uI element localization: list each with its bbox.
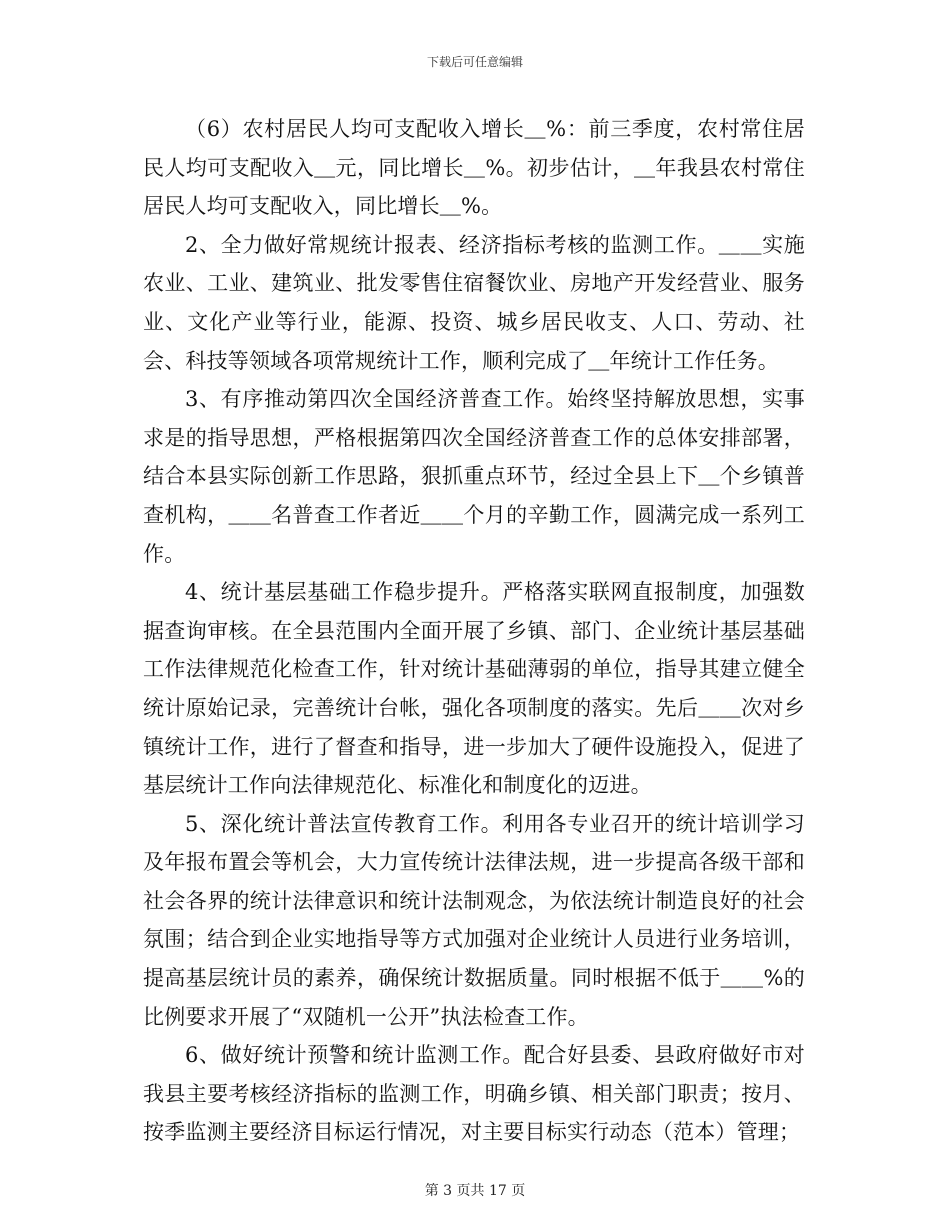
paragraph-rural-income: （6）农村居民人均可支配收入增长＿%：前三季度，农村常住居民人均可支配收入＿元，同比增长＿%。初步估计，＿年我县农村常住居民人均可支配收入，同比增长＿%。: [143, 117, 805, 219]
paragraph-routine-statistics: 2、全力做好常规统计报表、经济指标考核的监测工作。＿＿实施农业、工业、建筑业、批发零售住宿餐饮业、房地产开发经营业、服务业、文化产业等行业，能源、投资、城乡居民收支、人口、劳动、社会、科技等领域各项常规统计工作，顺利完成了＿年统计工作任务。: [143, 232, 805, 373]
paragraph-monitoring: 6、做好统计预警和统计监测工作。配合好县委、县政府做好市对我县主要考核经济指标的监测工作，明确乡镇、相关部门职责；按月、按季监测主要经济目标运行情况，对主要目标实行动态（范本）管理；: [143, 1043, 805, 1145]
page-header: 下载后可任意编辑: [426, 55, 523, 69]
page-footer: 第 3 页共 17 页: [424, 1183, 526, 1199]
paragraph-economic-census: 3、有序推动第四次全国经济普查工作。始终坚持解放思想，实事求是的指导思想，严格根据第四次全国经济普查工作的总体安排部署，结合本县实际创新工作思路，狠抓重点环节，经过全县上下＿个乡镇普查机构，＿＿名普查工作者近＿＿个月的辛勤工作，圆满完成一系列工作。: [143, 387, 805, 566]
document-body: [143, 110, 805, 1152]
paragraph-grassroots-work: 4、统计基层基础工作稳步提升。严格落实联网直报制度，加强数据查询审核。在全县范围内全面开展了乡镇、部门、企业统计基层基础工作法律规范化检查工作，针对统计基础薄弱的单位，指导其建立健全统计原始记录，完善统计台帐，强化各项制度的落实。先后＿＿次对乡镇统计工作，进行了督查和指导，进一步加大了硬件设施投入，促进了基层统计工作向法律规范化、标准化和制度化的迈进。: [143, 580, 805, 798]
paragraph-law-education: 5、深化统计普法宣传教育工作。利用各专业召开的统计培训学习及年报布置会等机会，大力宣传统计法律法规，进一步提高各级干部和社会各界的统计法律意识和统计法制观念，为依法统计制造良好的社会氛围；结合到企业实地指导等方式加强对企业统计人员进行业务培训，提高基层统计员的素养，确保统计数据质量。同时根据不低于＿＿%的比例要求开展了“双随机一公开”执法检查工作。: [143, 811, 805, 1029]
